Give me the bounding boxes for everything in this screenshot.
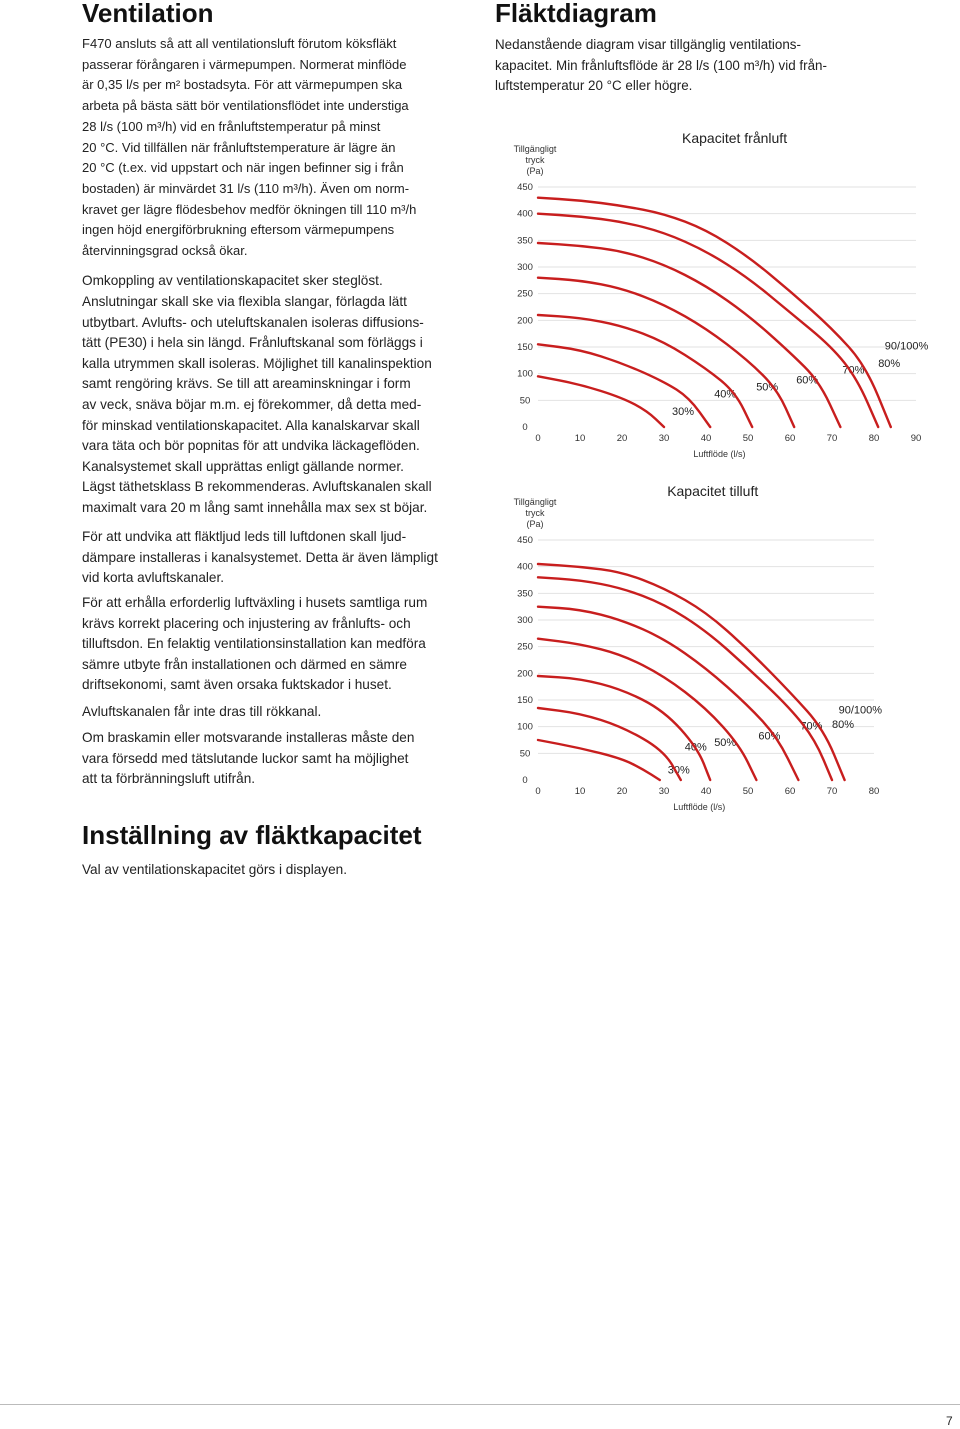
ventilation-paragraph: [82, 728, 477, 790]
series-label: 50%: [714, 737, 737, 749]
y-axis-label: (Pa): [526, 519, 544, 529]
text-line: Omkoppling av ventilationskapacitet sker steglöst.: [82, 273, 383, 288]
x-tick-label: 90: [910, 433, 922, 444]
text-line: 20 °C (t.ex. vid uppstart och när ingen befinner sig i från: [82, 160, 404, 176]
chart-kapacitet-franluft: [495, 125, 945, 465]
text-line: 20 °C. Vid tillfällen när frånluftstemperature är lägre än: [82, 139, 396, 155]
x-tick-label: 70: [826, 786, 838, 797]
text-line: återvinningsgrad också ökar.: [82, 243, 248, 259]
text-line: kapacitet. Min frånluftsflöde är 28 l/s (100 m³/h) vid från-: [495, 57, 827, 73]
y-tick-label: 250: [517, 288, 533, 300]
x-tick-label: 30: [658, 433, 670, 444]
series-label: 60%: [758, 730, 781, 743]
y-axis-label: tryck: [525, 508, 545, 518]
x-tick-label: 0: [535, 433, 541, 444]
text-line: för minskad ventilationskapacitet. Alla kanalskarvar skall: [82, 417, 420, 433]
x-tick-label: 20: [616, 786, 628, 797]
series-label: 50%: [756, 381, 779, 394]
text-line: krävs korrekt placering och injustering av frånlufts- och: [82, 615, 411, 631]
x-tick-label: 40: [700, 786, 712, 797]
text-line: av veck, snäva böjar m.m. ej förekommer, då detta med-: [82, 396, 422, 412]
y-tick-label: 150: [517, 342, 533, 353]
series-label: 40%: [684, 741, 707, 754]
y-tick-label: 0: [522, 775, 528, 786]
y-tick-label: 200: [517, 668, 533, 680]
ventilation-paragraph: [82, 271, 477, 292]
text-line: Lägst täthetsklass B rekommenderas. Avluftskanalen skall: [82, 479, 432, 495]
text-line: kravet ger lägre flödesbehov medför ökningen till 110 m³/h: [82, 201, 417, 217]
text-line: passerar förångaren i värmepumpen. Normerat minflöde: [82, 56, 407, 72]
x-tick-label: 30: [658, 786, 670, 797]
series-label: 40%: [714, 388, 737, 401]
text-line: samt rengöring krävs. Se till att areaminskningar i form: [82, 376, 411, 392]
y-tick-label: 150: [517, 695, 533, 706]
heading-flaktdiagram: Fläktdiagram: [495, 0, 657, 28]
y-tick-label: 100: [517, 368, 533, 380]
text-line: vara försedd med tätslutande luckor samt ha möjlighet: [82, 750, 409, 766]
text-line: bostaden) är minvärdet 31 l/s (110 m³/h). Även om norm-: [82, 180, 410, 196]
y-tick-label: 300: [517, 615, 533, 626]
y-tick-label: 50: [519, 748, 531, 760]
chart-title: Kapacitet tilluft: [667, 483, 759, 499]
heading-installning: Inställning av fläktkapacitet: [82, 820, 422, 850]
x-tick-label: 60: [784, 786, 796, 797]
series-label: 90/100%: [838, 704, 883, 717]
series-label: 30%: [667, 764, 690, 777]
series-label: 70%: [842, 364, 865, 377]
series-label: 90/100%: [884, 340, 929, 353]
y-tick-label: 350: [517, 235, 533, 247]
text-line: Avluftskanalen får inte dras till rökkanal.: [82, 704, 322, 719]
text-line: är 0,35 l/s per m² bostadsyta. För att värmepumpen ska: [82, 77, 403, 93]
series-label: 70%: [800, 720, 823, 733]
x-tick-label: 10: [574, 433, 586, 444]
text-line: tätt (PE30) i hela sin längd. Frånluftskanal som förläggs i: [82, 335, 423, 351]
text-line: utbytbart. Avlufts- och uteluftskanalen isoleras diffusions-: [82, 314, 424, 330]
ventilation-paragraph: [82, 527, 477, 589]
y-tick-label: 400: [517, 208, 533, 220]
chart-title: Kapacitet frånluft: [682, 130, 788, 146]
text-line: Anslutningar skall ske via flexibla slangar, förlagda lätt: [82, 294, 407, 309]
y-axis-label: (Pa): [526, 166, 544, 176]
text-line: vid korta avluftskanaler.: [82, 570, 225, 586]
x-tick-label: 80: [868, 433, 880, 444]
y-tick-label: 100: [517, 721, 533, 733]
ventilation-paragraph: [82, 292, 477, 519]
text-line: För att erhålla erforderlig luftväxling i husets samtliga rum: [82, 595, 428, 610]
series-label: 30%: [672, 406, 695, 418]
x-tick-label: 10: [574, 786, 586, 797]
y-tick-label: 200: [517, 315, 533, 327]
y-tick-label: 400: [517, 561, 533, 573]
text-line: arbeta på bästa sätt bör ventilationsflödet inte understiga: [82, 98, 409, 114]
series-line: [538, 639, 756, 780]
x-tick-label: 80: [868, 786, 880, 797]
text-line: kalla utrymmen skall isoleras. Möjlighet till kanalinspektion: [82, 355, 432, 371]
text-line: Kanalsystemet skall upprättas enligt gällande normer.: [82, 458, 404, 474]
y-tick-label: 300: [517, 262, 533, 273]
y-axis-label: Tillgängligt: [513, 144, 557, 154]
installning-text: Val av ventilationskapacitet görs i displayen.: [82, 862, 347, 877]
text-line: dämpare installeras i kanalsystemet. Detta är även lämpligt: [82, 549, 438, 565]
y-tick-label: 50: [519, 395, 531, 407]
chart-kapacitet-tilluft: [495, 478, 945, 818]
text-line: maximalt vara 20 m lång samt innehålla max sex st böjar.: [82, 499, 428, 515]
x-tick-label: 70: [826, 433, 838, 444]
heading-ventilation: Ventilation: [82, 0, 214, 28]
footer-divider: [0, 1404, 960, 1405]
text-line: att ta förbränningsluft utifrån.: [82, 771, 256, 787]
text-line: vara täta och bör popnitas för att undvika läckageflöden.: [82, 438, 420, 454]
series-label: 60%: [796, 374, 819, 387]
series-label: 80%: [832, 719, 855, 731]
x-tick-label: 40: [700, 433, 712, 444]
y-tick-label: 250: [517, 641, 533, 653]
text-line: F470 ansluts så att all ventilationsluft förutom köksfläkt: [82, 36, 397, 51]
text-line: luftstemperatur 20 °C eller högre.: [495, 78, 693, 93]
series-label: 80%: [878, 358, 901, 370]
text-line: tilluftsdon. En felaktig ventilationsinstallation kan medföra: [82, 636, 426, 652]
series-line: [538, 607, 798, 780]
series-line: [538, 278, 794, 427]
ventilation-paragraph: [82, 34, 477, 262]
text-line: driftsekonomi, samt även orsaka fuktskador i huset.: [82, 677, 392, 693]
y-tick-label: 450: [517, 535, 533, 546]
y-axis-label: tryck: [525, 155, 545, 165]
x-axis-label: Luftflöde (l/s): [693, 449, 746, 459]
y-tick-label: 350: [517, 588, 533, 600]
text-line: Om braskamin eller motsvarande installeras måste den: [82, 730, 415, 745]
y-tick-label: 450: [517, 182, 533, 193]
text-line: För att undvika att fläktljud leds till luftdonen skall ljud-: [82, 529, 407, 544]
x-tick-label: 60: [784, 433, 796, 444]
series-line: [538, 740, 660, 780]
x-tick-label: 20: [616, 433, 628, 444]
text-line: 28 l/s (100 m³/h) vid en frånluftstemperatur på minst: [82, 118, 381, 134]
y-axis-label: Tillgängligt: [513, 497, 557, 507]
series-line: [538, 376, 664, 427]
x-tick-label: 0: [535, 786, 541, 797]
ventilation-paragraph: [82, 593, 477, 696]
ventilation-paragraph: [82, 702, 477, 723]
x-axis-label: Luftflöde (l/s): [673, 802, 726, 812]
y-tick-label: 0: [522, 422, 528, 433]
text-line: ingen höjd energiförbrukning eftersom värmepumpens: [82, 222, 395, 238]
x-tick-label: 50: [742, 786, 754, 797]
flaktdiagram-lead: [495, 35, 935, 97]
text-line: sämre utbyte från installationen och därmed en sämre: [82, 656, 407, 672]
page-number: 7: [946, 1414, 953, 1428]
text-line: Nedanstående diagram visar tillgänglig ventilations-: [495, 37, 801, 52]
x-tick-label: 50: [742, 433, 754, 444]
